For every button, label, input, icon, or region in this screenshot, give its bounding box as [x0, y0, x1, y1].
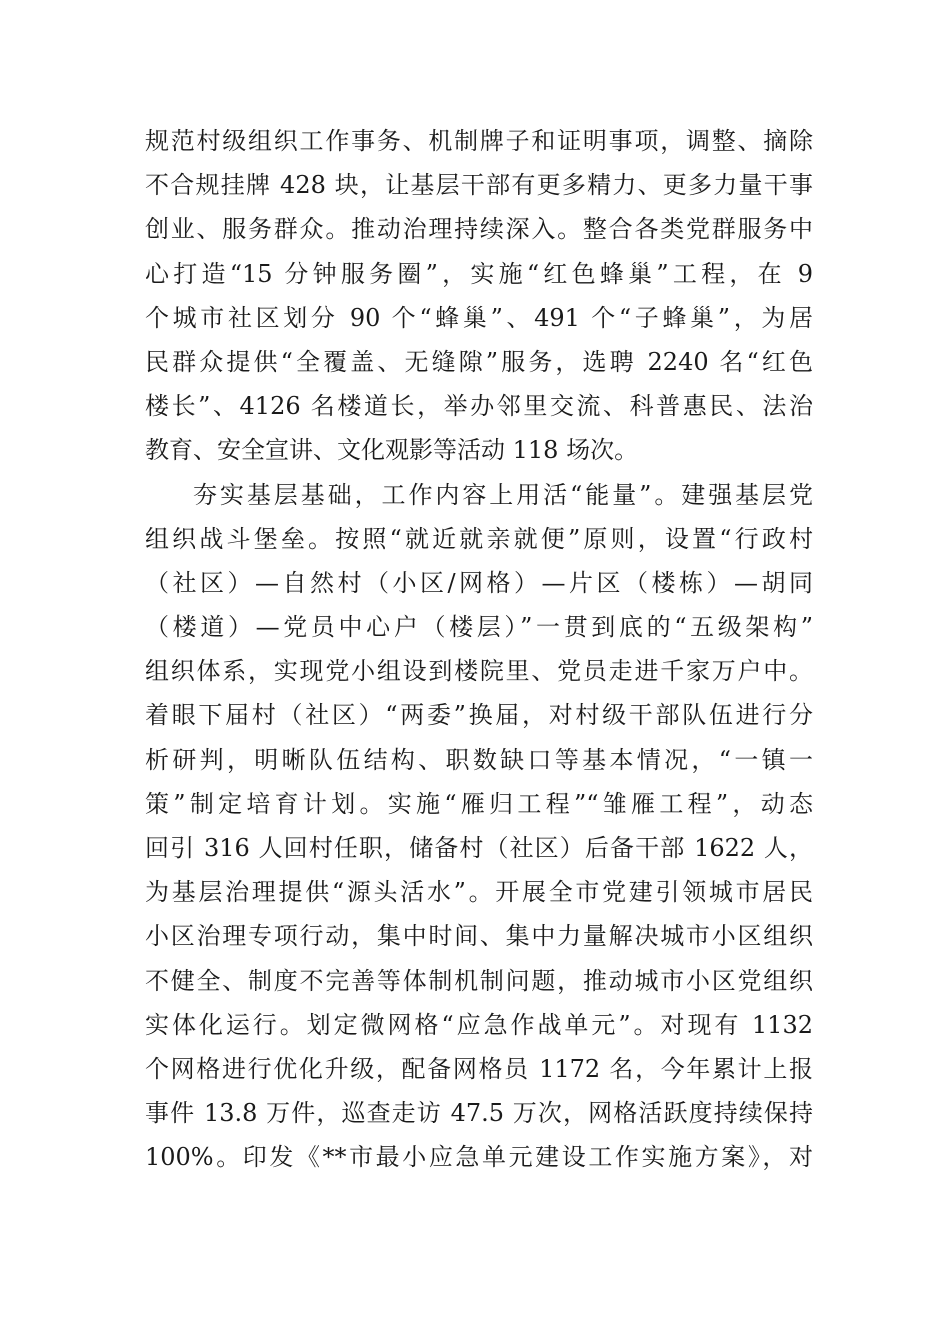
- text-line: 楼长”、4126 名楼道长，举办邻里交流、科普惠民、法治: [145, 392, 813, 421]
- text-line: 组织体系，实现党小组设到楼院里、党员走进千家万户中。: [145, 657, 813, 686]
- text-line: 小区治理专项行动，集中时间、集中力量解决城市小区组织: [145, 922, 813, 951]
- text-line: 策”制定培育计划。实施“雁归工程”“雏雁工程”，动态: [145, 789, 813, 818]
- text-line: （楼道）—党员中心户（楼层）”一贯到底的“五级架构”: [145, 613, 813, 642]
- text-line: 为基层治理提供“源头活水”。开展全市党建引领城市居民: [145, 878, 813, 907]
- text-line: 个网格进行优化升级，配备网格员 1172 名，今年累计上报: [145, 1054, 813, 1083]
- text-line: 规范村级组织工作事务、机制牌子和证明事项，调整、摘除: [145, 127, 813, 155]
- text-line: 创业、服务群众。推动治理持续深入。整合各类党群服务中: [145, 215, 813, 244]
- text-line: 个城市社区划分 90 个“蜂巢”、491 个“子蜂巢”，为居: [145, 303, 813, 332]
- text-line: 心打造“15 分钟服务圈”，实施“红色蜂巢”工程，在 9: [145, 259, 813, 288]
- text-line: 回引 316 人回村任职，储备村（社区）后备干部 1622 人，: [145, 834, 813, 862]
- text-line: 民群众提供“全覆盖、无缝隙”服务，选聘 2240 名“红色: [145, 347, 813, 376]
- body-text: [145, 119, 813, 1180]
- text-line: 100%。印发《**市最小应急单元建设工作实施方案》，对: [145, 1143, 813, 1172]
- text-line: 事件 13.8 万件，巡查走访 47.5 万次，网格活跃度持续保持: [145, 1099, 813, 1128]
- text-line: 组织战斗堡垒。按照“就近就亲就便”原则，设置“行政村: [145, 524, 813, 553]
- text-line: （社区）—自然村（小区/网格）—片区（楼栋）—胡同: [145, 568, 813, 597]
- text-line: 教育、安全宣讲、文化观影等活动 118 场次。: [145, 436, 639, 465]
- text-line: 实体化运行。划定微网格“应急作战单元”。对现有 1132: [145, 1010, 813, 1039]
- paragraph-first-line: 夯实基层基础，工作内容上用活“能量”。建强基层党: [193, 480, 813, 509]
- text-line: 析研判，明晰队伍结构、职数缺口等基本情况，“一镇一: [145, 745, 813, 774]
- text-line: 着眼下届村（社区）“两委”换届，对村级干部队伍进行分: [145, 701, 813, 730]
- text-line: 不健全、制度不完善等体制机制问题，推动城市小区党组织: [145, 966, 813, 995]
- text-line: 不合规挂牌 428 块，让基层干部有更多精力、更多力量干事: [145, 171, 813, 200]
